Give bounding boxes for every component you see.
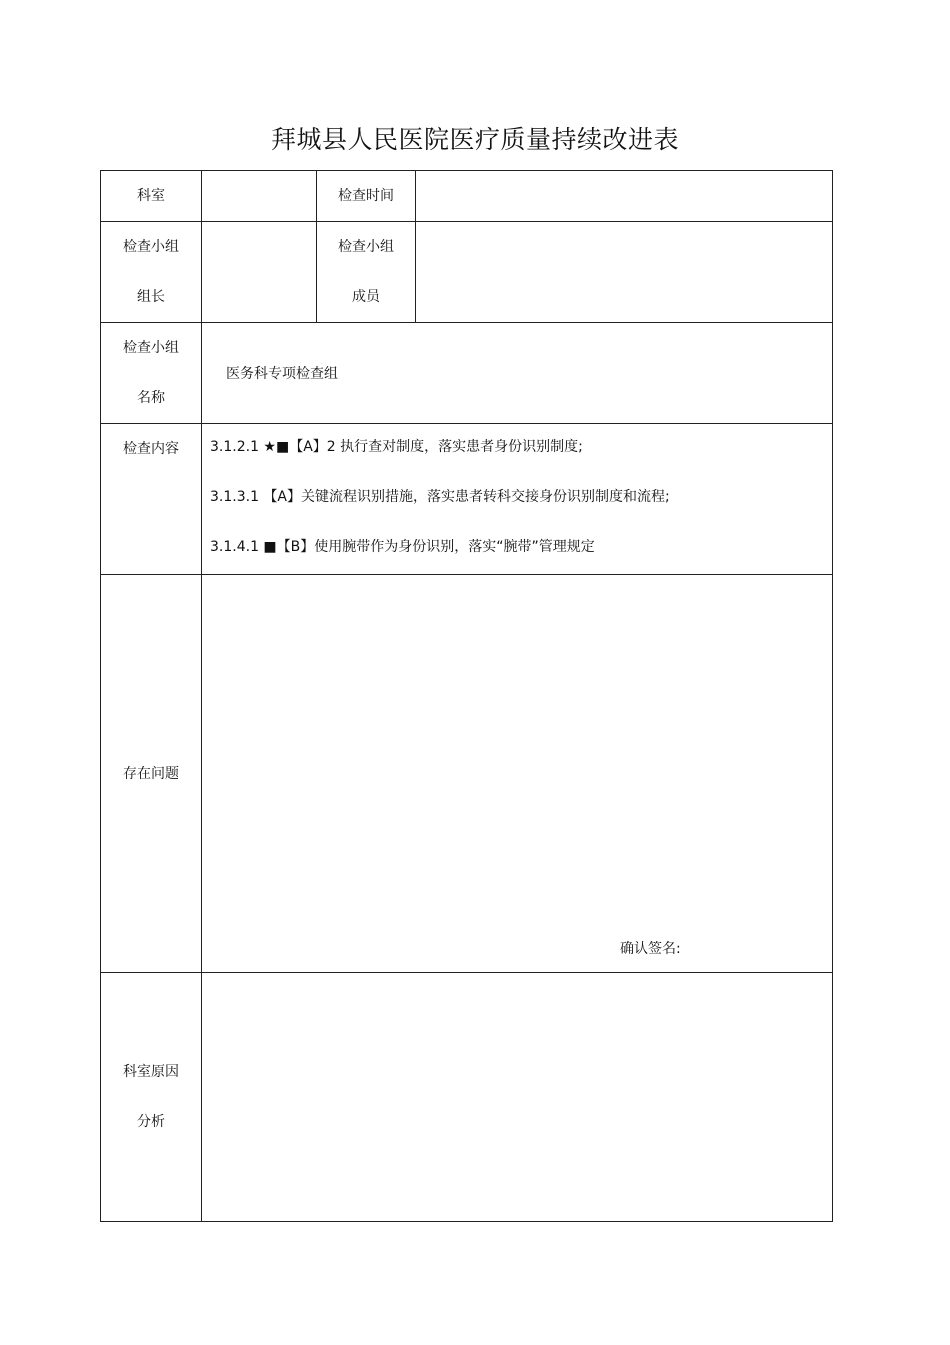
cause-analysis-label — [101, 973, 202, 1222]
team-leader-label — [101, 222, 202, 323]
team-leader-field[interactable] — [202, 222, 317, 323]
inspection-time-field[interactable] — [416, 171, 833, 222]
problems-field[interactable] — [202, 575, 833, 973]
team-members-label-line2: 成员 — [352, 289, 380, 305]
content-items — [202, 424, 833, 575]
row-cause-analysis — [101, 973, 833, 1222]
page-title: 拜城县人民医院医疗质量持续改进表 — [270, 125, 679, 154]
team-members-label-line1: 检查小组 — [338, 239, 394, 255]
row-department-time — [101, 171, 833, 222]
row-inspection-content — [101, 424, 833, 575]
content-item: 3.1.2.1 ★■【A】2 执行查对制度，落实患者身份识别制度; — [210, 439, 583, 455]
content-item: 3.1.3.1 【A】关键流程识别措施，落实患者转科交接身份识别制度和流程; — [210, 489, 670, 505]
content-label — [101, 424, 202, 575]
cause-analysis-label-line1: 科室原因 — [123, 1064, 179, 1080]
team-leader-label-line2: 组长 — [137, 289, 165, 305]
content-label-text: 检查内容 — [123, 441, 179, 457]
department-label: 科室 — [101, 171, 202, 222]
team-name-label-line2: 名称 — [137, 390, 165, 406]
cause-analysis-field[interactable] — [202, 973, 833, 1222]
department-field[interactable] — [202, 171, 317, 222]
row-team-name — [101, 323, 833, 424]
team-name-label-line1: 检查小组 — [123, 340, 179, 356]
team-members-field[interactable] — [416, 222, 833, 323]
row-team-leader-members — [101, 222, 833, 323]
signature-label: 确认签名: — [620, 941, 681, 957]
team-name-label — [101, 323, 202, 424]
team-members-label — [317, 222, 416, 323]
cause-analysis-label-line2: 分析 — [137, 1114, 165, 1130]
content-item: 3.1.4.1 ■【B】使用腕带作为身份识别，落实“腕带”管理规定 — [210, 539, 595, 555]
quality-improvement-form — [100, 170, 833, 1222]
row-problems — [101, 575, 833, 973]
team-leader-label-line1: 检查小组 — [123, 239, 179, 255]
team-name-field[interactable]: 医务科专项检查组 — [202, 323, 833, 424]
inspection-time-label: 检查时间 — [317, 171, 416, 222]
problems-label: 存在问题 — [101, 575, 202, 973]
